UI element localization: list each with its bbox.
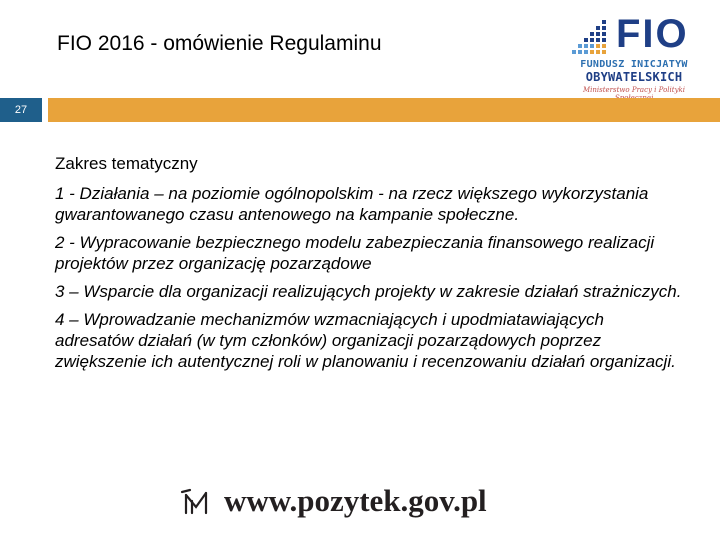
content-body <box>55 153 685 379</box>
accent-bar <box>48 98 720 122</box>
logo-wordmark: FIO <box>616 12 689 56</box>
pozytek-logo-icon <box>180 487 214 517</box>
section-heading: Zakres tematyczny <box>55 154 198 173</box>
logo-line-3: Ministerstwo Pracy i Polityki <box>582 86 686 94</box>
dots-grid-icon <box>562 18 608 58</box>
page-title: FIO 2016 - omówienie Regulaminu <box>57 32 382 55</box>
logo-line-1: FUNDUSZ INICJATYW <box>580 59 688 70</box>
list-item: 4 – Wprowadzanie mechanizmów wzmacniających i upodmiatawiających adresatów działań (w tym członków) organizacji pozarządowych poprzez zwiększenie ich autentycznej roli w planowaniu i recenzowaniu działań organizacji. <box>55 310 676 371</box>
website-url[interactable]: www.pozytek.gov.pl <box>224 483 487 518</box>
list-item: 3 – Wsparcie dla organizacji realizujących projekty w zakresie działań strażniczych. <box>55 282 682 301</box>
list-item: 2 - Wypracowanie bezpiecznego modelu zabezpieczania finansowego realizacji projektów przez organizację pozarządowe <box>55 233 655 273</box>
footer <box>180 483 560 523</box>
fio-logo <box>560 8 708 96</box>
logo-line-2: OBYWATELSKICH <box>585 70 683 84</box>
list-item: 1 - Działania – na poziomie ogólnopolskim - na rzecz większego wykorzystania gwarantowanego czasu antenowego na kampanie społeczne. <box>55 184 649 224</box>
page-number-badge: 27 <box>0 98 42 122</box>
